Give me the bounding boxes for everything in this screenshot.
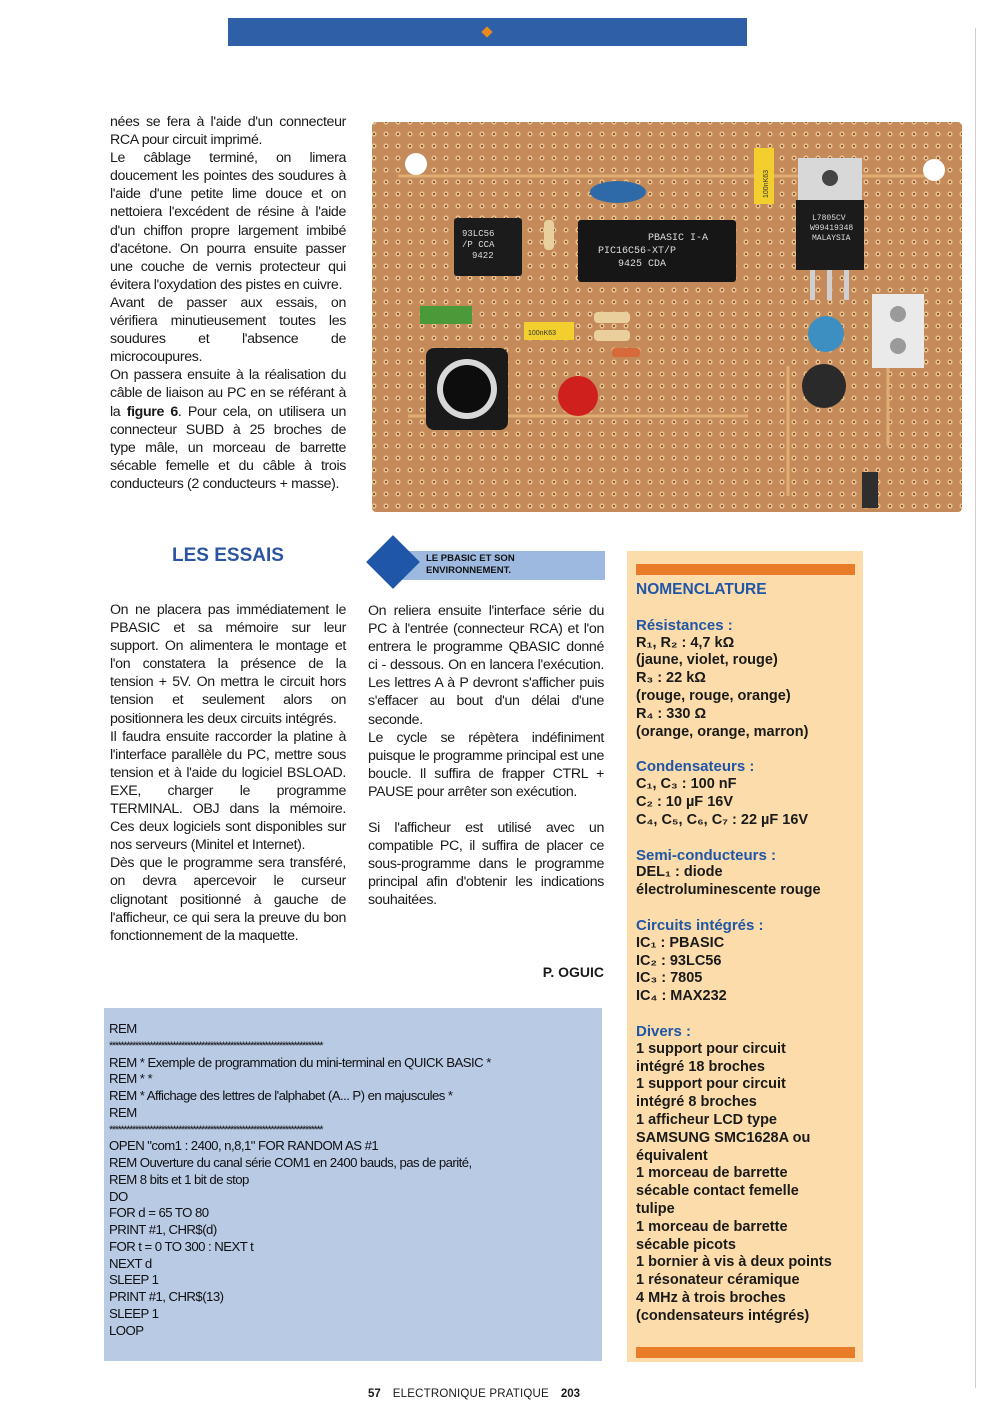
diode	[612, 348, 640, 357]
part-line: 1 morceau de barrette	[636, 1218, 788, 1235]
nomenclature-box	[627, 551, 863, 1362]
code-line: PRINT #1, CHR$(13)	[109, 1289, 224, 1304]
chip-label: 9422	[472, 251, 494, 261]
part-line: sécable picots	[636, 1236, 736, 1253]
part-line: 4 MHz à trois broches	[636, 1289, 786, 1306]
part-line: C₁, C₃ : 100 nF	[636, 776, 737, 793]
part-line: électroluminescente rouge	[636, 882, 821, 899]
pbasic-chip	[578, 220, 736, 282]
code-line: REM * Exemple de programmation du mini-terminal en QUICK BASIC *	[109, 1054, 491, 1070]
part-line: R₁, R₂ : 4,7 kΩ	[636, 634, 735, 651]
screw-terminal	[872, 294, 924, 368]
part-line: R₃ : 22 kΩ	[636, 670, 706, 687]
code-line: FOR d = 65 TO 80	[109, 1205, 209, 1221]
section-head: Résistances :	[636, 616, 733, 634]
page-number-left: 57	[368, 1388, 381, 1400]
diamond-icon	[481, 26, 492, 37]
section-head: Circuits intégrés :	[636, 916, 764, 934]
code-line: REM Ouverture du canal série COM1 en 2400 bauds, pas de parité,	[109, 1155, 472, 1170]
capacitor-teal	[808, 316, 844, 352]
parts-section	[636, 1023, 858, 1326]
code-listing	[104, 1008, 602, 1361]
column-1-bottom	[110, 601, 346, 945]
code-line: REM	[109, 1104, 137, 1120]
code-line: LOOP	[109, 1322, 144, 1338]
code-line: SLEEP 1	[109, 1305, 159, 1321]
paragraph-text: On passera ensuite à la réalisation du câble de liaison au PC en se référant à la	[110, 367, 346, 420]
part-line: tulipe	[636, 1200, 675, 1217]
part-line: 1 bornier à vis à deux points	[636, 1254, 832, 1271]
code-line: **************************************************************************	[109, 1039, 323, 1052]
parts-section	[636, 617, 858, 742]
paragraph: On ne placera pas immédiatement le PBASIC et sa mémoire sur leur support. On alimentera le montage et l'on constatera la présence de la tension + 5V. On mettra le circuit hors tension et seulement alors on positionnera les deux circuits intégrés.	[110, 602, 346, 727]
part-line: 1 support pour circuit	[636, 1040, 786, 1057]
orange-band	[636, 1347, 855, 1358]
paragraph: Le câblage terminé, on limera doucement les pointes des soudures à l'aide d'une petite lime douce et on nettoiera l'excédent de résine à l'aide d'un chiffon propre largement imbibé d'acétone. On pourra ensuite passer une couche de vernis protecteur qui évitera l'oxydation des pistes en cuivre.	[110, 150, 346, 293]
section-banner	[368, 537, 605, 591]
code-line: FOR t = 0 TO 300 : NEXT t	[109, 1238, 254, 1254]
part-line: équivalent	[636, 1147, 708, 1164]
red-led	[558, 376, 598, 416]
chip-label: 9425 CDA	[618, 259, 667, 270]
code-line: DO	[109, 1188, 128, 1204]
part-line: intégré 8 broches	[636, 1094, 757, 1111]
code-line: REM	[109, 1021, 137, 1036]
section-head: Semi-conducteurs :	[636, 846, 777, 864]
part-line: IC₂ : 93LC56	[636, 952, 722, 969]
part-line: 1 afficheur LCD type	[636, 1111, 777, 1128]
chip-label: MALAYSIA	[812, 234, 851, 243]
paragraph: Si l'afficheur est utilisé avec un compatible PC, il suffira de placer ce sous-programme dans le programme principal afin d'obtenir les indications souhaitées.	[368, 820, 604, 909]
part-line: intégré 18 broches	[636, 1058, 765, 1075]
code-line: REM * *	[109, 1071, 153, 1087]
part-line: SAMSUNG SMC1628A ou	[636, 1129, 811, 1146]
part-line: C₄, C₅, C₆, C₇ : 22 µF 16V	[636, 811, 809, 828]
part-line: IC₄ : MAX232	[636, 988, 727, 1005]
code-line: REM * Affichage des lettres de l'alphabet (A... P) en majuscules *	[109, 1088, 453, 1103]
page-number-right: 203	[560, 1388, 581, 1400]
banner-diamond-icon	[366, 535, 420, 589]
part-line: IC₃ : 7805	[636, 970, 703, 987]
chip-label: /P CCA	[462, 240, 495, 250]
code-line: **************************************************************************	[109, 1123, 323, 1136]
capacitor-yellow	[754, 148, 774, 204]
section-heading: LES ESSAIS	[172, 545, 284, 566]
cap-label: 100nK63	[763, 169, 770, 198]
part-line: R₄ : 330 Ω	[636, 705, 707, 722]
capacitor-round	[802, 364, 846, 408]
parts-section	[636, 847, 858, 900]
cap-label: 100nK63	[528, 330, 557, 337]
circuit-board-photo	[368, 116, 964, 514]
part-line: DEL₁ : diode	[636, 864, 723, 881]
orange-band	[636, 564, 855, 575]
figure-reference: figure 6	[126, 403, 178, 420]
pin-header	[862, 472, 878, 508]
paragraph-text: . Pour cela, on utilisera un connecteur SUBD à 25 broches de type mâle, un morceau de barrette sécable femelle et du câble à trois conducteurs (2 conducteurs + masse).	[110, 403, 346, 492]
eeprom-chip	[454, 218, 522, 276]
chip-label: W99419348	[810, 224, 854, 233]
part-line: (jaune, violet, rouge)	[636, 652, 778, 669]
part-line: 1 résonateur céramique	[636, 1272, 800, 1289]
paragraph	[110, 366, 346, 493]
paragraph: Il faudra ensuite raccorder la platine à l'interface parallèle du PC, mettre sous tension et à l'aide du logiciel BSLOAD. EXE, charger le programme TERMINAL. OBJ dans la mémoire. Ces deux logiciels sont disponibles sur nos serveurs (Minitel et Internet).	[110, 728, 346, 854]
page-footer	[368, 1388, 608, 1400]
chip-label: PIC16C56-XT/P	[598, 246, 677, 257]
nomenclature-content	[636, 581, 858, 1342]
resistor	[594, 330, 630, 341]
column-2	[368, 602, 604, 910]
part-line: IC₁ : PBASIC	[636, 934, 725, 951]
section-head: Condensateurs :	[636, 758, 755, 776]
paragraph: Dès que le programme sera transféré, on devra apercevoir le curseur clignotant positionné à gauche de l'afficheur, ce qui sera la preuve du bon fonctionnement de la maquette.	[110, 855, 346, 944]
paragraph: Avant de passer aux essais, on vérifiera minutieusement toutes les soudures et l'absence de microcoupures.	[110, 294, 346, 366]
capacitor-yellow	[524, 322, 574, 340]
resistor	[594, 312, 630, 323]
part-line: (condensateurs intégrés)	[636, 1307, 810, 1324]
code-content	[109, 1021, 599, 1339]
part-line: (orange, orange, marron)	[636, 723, 809, 740]
push-button	[426, 348, 508, 430]
paragraph: nées se fera à l'aide d'un connecteur RCA pour circuit imprimé.	[110, 114, 346, 149]
chip-label: 93LC56	[462, 229, 495, 239]
resistor	[544, 220, 554, 250]
pin-header	[420, 306, 472, 324]
banner-text	[426, 553, 515, 577]
code-line: PRINT #1, CHR$(d)	[109, 1222, 217, 1237]
parts-section	[636, 758, 858, 829]
paragraph: Le cycle se répètera indéfiniment puisque le programme principal est une boucle. Il suffira de frapper CTRL + PAUSE pour arrêter son exécution.	[368, 729, 604, 800]
part-line: 1 support pour circuit	[636, 1076, 786, 1093]
chip-label: PBASIC I-A	[648, 233, 709, 244]
part-line: 1 morceau de barrette	[636, 1165, 788, 1182]
paragraph: On reliera ensuite l'interface série du PC à l'entrée (connecteur RCA) et l'on entrera le programme QBASIC donné ci - dessous. On en lancera l'exécution. Les lettres A à P devront s'afficher puis s'effacer au bout d'un délai d'une seconde.	[368, 603, 604, 728]
nomenclature-title: NOMENCLATURE	[636, 581, 767, 598]
part-line: (rouge, rouge, orange)	[636, 687, 791, 704]
code-line: REM 8 bits et 1 bit de stop	[109, 1171, 249, 1187]
banner-line: ENVIRONNEMENT.	[426, 565, 511, 576]
code-line: NEXT d	[109, 1255, 152, 1271]
chip-label: L7805CV	[812, 214, 846, 223]
magazine-title: ELECTRONIQUE PRATIQUE	[392, 1388, 549, 1400]
author: P. OGUIC	[542, 964, 604, 980]
part-line: C₂ : 10 µF 16V	[636, 793, 733, 810]
mounting-hole	[405, 153, 427, 175]
code-line: SLEEP 1	[109, 1272, 159, 1288]
column-1-top	[110, 113, 346, 493]
code-line: OPEN "com1 : 2400, n,8,1" FOR RANDOM AS #1	[109, 1138, 379, 1154]
top-banner	[228, 18, 747, 46]
part-line: sécable contact femelle	[636, 1183, 799, 1200]
parts-section	[636, 917, 858, 1006]
mounting-hole	[923, 159, 945, 181]
page-edge-rule	[975, 28, 976, 1388]
section-head: Divers :	[636, 1022, 692, 1040]
banner-line: LE PBASIC ET SON	[426, 553, 515, 564]
capacitor-blue	[590, 181, 646, 203]
